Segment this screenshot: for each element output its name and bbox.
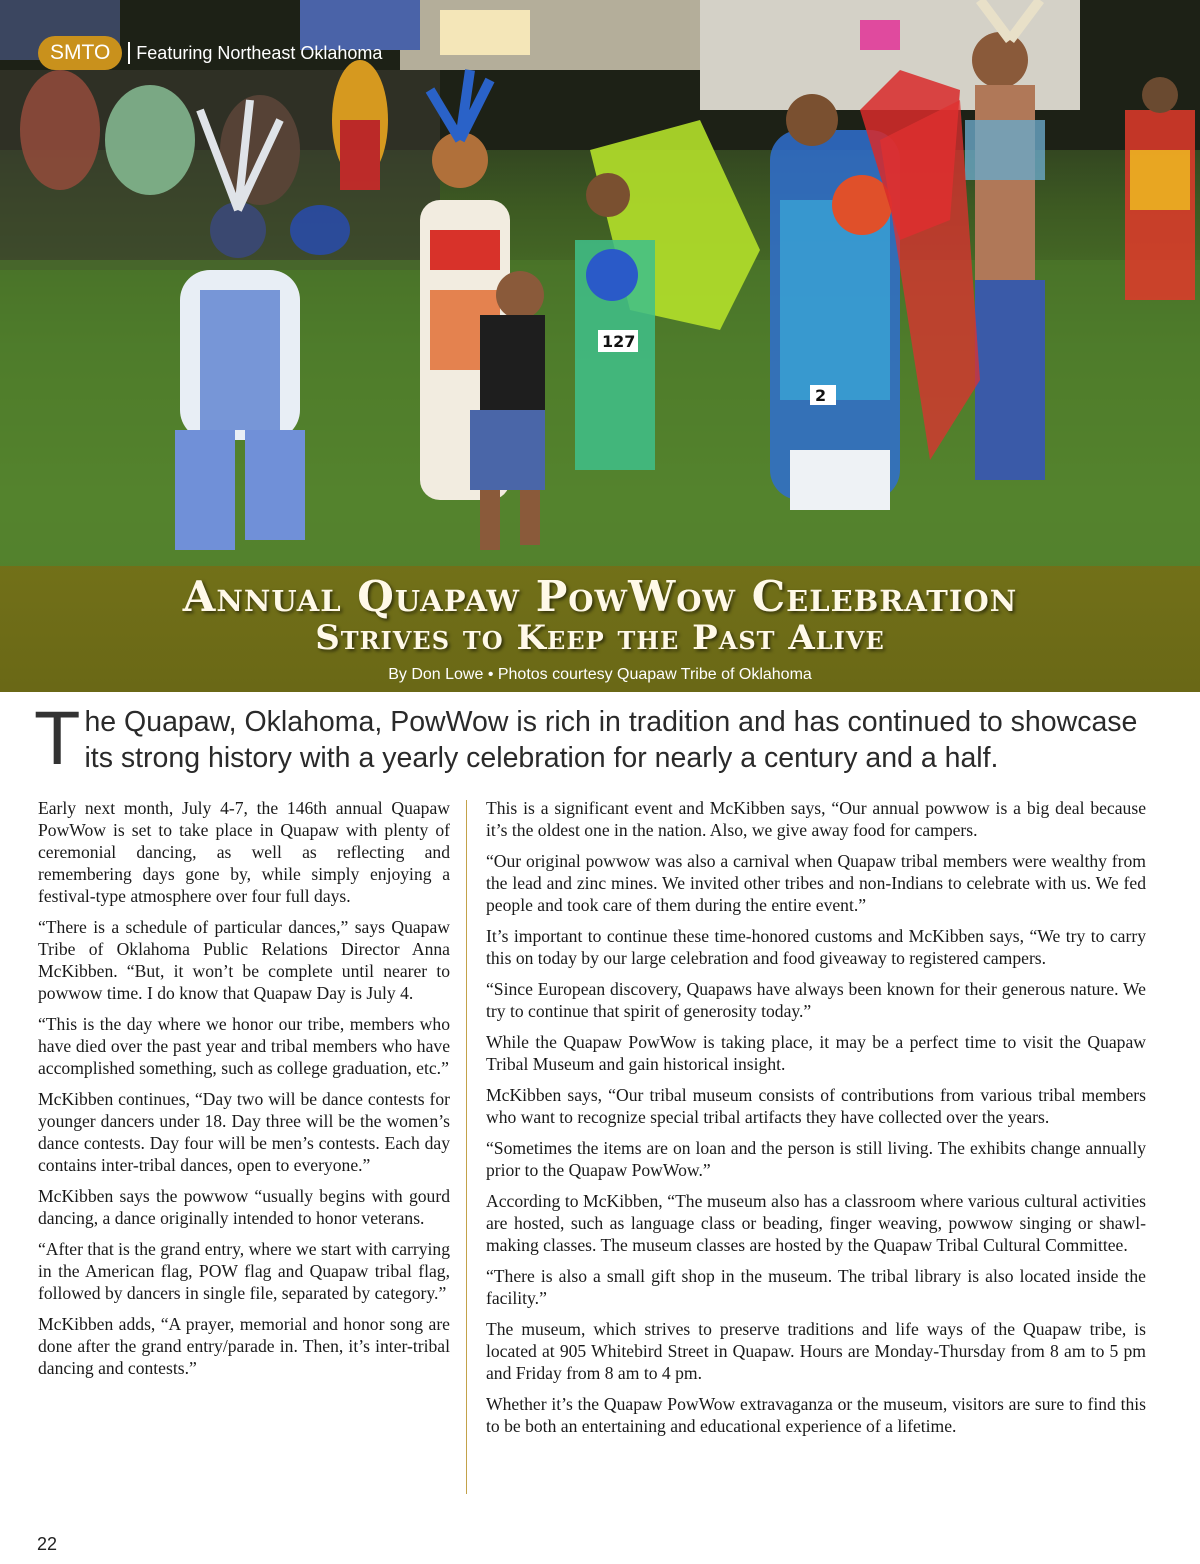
title-band [0,566,1200,692]
intro-text: he Quapaw, Oklahoma, PowWow is rich in tradition and has continued to showcase its strong history with a yearly celebration for nearly a century and a half. [84,706,1138,774]
section-header [38,36,382,70]
dancer-number-tag: 2 [815,386,827,405]
hero-photo [0,0,1200,692]
drop-cap: T [34,696,81,781]
body-paragraph: “Since European discovery, Quapaws have always been known for their generous nature. We try to continue that spirit of generosity today.” [486,979,1146,1021]
body-paragraph: While the Quapaw PowWow is taking place, it may be a perfect time to visit the Quapaw Tribal Museum and gain historical insight. [486,1032,1146,1074]
article-title: Annual Quapaw PowWow Celebration [182,572,1018,621]
body-paragraph: McKibben adds, “A prayer, memorial and honor song are done after the grand entry/parade in. Then, it’s inter-tribal dancing and contests.” [38,1314,450,1378]
left-column [38,797,450,1388]
right-column [486,797,1146,1446]
body-paragraph: “This is the day where we honor our tribe, members who have died over the past year and tribal members who have accomplished something, such as college graduation, etc.” [38,1014,450,1078]
body-paragraph: McKibben continues, “Day two will be dance contests for younger dancers under 18. Day three will be the women’s dance contests. Day four will be men’s contests. Each day contains inter-tribal dances, open to everyone.” [38,1089,450,1175]
body-paragraph: Early next month, July 4-7, the 146th annual Quapaw PowWow is set to take place in Quapaw with plenty of ceremonial dancing, as well as reflecting and remembering days gone by, while simply enjoying a festival-type atmosphere over four full days. [38,798,450,906]
body-paragraph: “There is also a small gift shop in the museum. The tribal library is also located inside the facility.” [486,1266,1146,1308]
body-paragraph: “After that is the grand entry, where we start with carrying in the American flag, POW flag and Quapaw tribal flag, followed by dancers in single file, separated by category.” [38,1239,450,1303]
article-subtitle: Strives to Keep the Past Alive [315,618,885,658]
body-paragraph: This is a significant event and McKibben says, “Our annual powwow is a big deal because it’s the oldest one in the nation. Also, we give away food for campers. [486,798,1146,840]
body-paragraph: Whether it’s the Quapaw PowWow extravaganza or the museum, visitors are sure to find this to be both an entertaining and educational experience of a lifetime. [486,1394,1146,1436]
page-number: 22 [37,1534,58,1554]
body-paragraph: “There is a schedule of particular dances,” says Quapaw Tribe of Oklahoma Public Relations Director Anna McKibben. “But, it won’t be complete until nearer to powwow time. I do know that Quapaw Day is July 4. [38,917,450,1003]
body-paragraph: McKibben says, “Our tribal museum consists of contributions from various tribal members who want to recognize special tribal artifacts they have collected over the years. [486,1085,1146,1127]
dancer-number-tag: 127 [602,332,636,351]
body-paragraph: The museum, which strives to preserve traditions and life ways of the Quapaw tribe, is located at 905 Whitebird Street in Quapaw. Hours are Monday-Thursday from 8 am to 5 pm and Friday from 8 am to 4 pm. [486,1319,1146,1383]
column-divider [466,800,467,1494]
section-label: Featuring Northeast Oklahoma [128,42,382,64]
byline: By Don Lowe • Photos courtesy Quapaw Tribe of Oklahoma [388,666,812,683]
body-paragraph: According to McKibben, “The museum also has a classroom where various cultural activities are hosted, such as language class or beading, finger weaving, powwow singing or shawl-making classes. The museum classes are hosted by the Quapaw Tribal Cultural Committee. [486,1191,1146,1255]
intro-paragraph [34,696,1164,781]
smto-badge: SMTO [38,36,122,70]
body-paragraph: “Sometimes the items are on loan and the person is still living. The exhibits change annually prior to the Quapaw PowWow.” [486,1138,1146,1180]
body-paragraph: It’s important to continue these time-honored customs and McKibben says, “We try to carry this on today by our large celebration and food giveaway to registered campers. [486,926,1146,968]
body-paragraph: McKibben says the powwow “usually begins with gourd dancing, a dance originally intended to honor veterans. [38,1186,450,1228]
body-paragraph: “Our original powwow was also a carnival when Quapaw tribal members were wealthy from the lead and zinc mines. We invited other tribes and non-Indians to celebrate with us. We fed people and took care of them during the entire event.” [486,851,1146,915]
